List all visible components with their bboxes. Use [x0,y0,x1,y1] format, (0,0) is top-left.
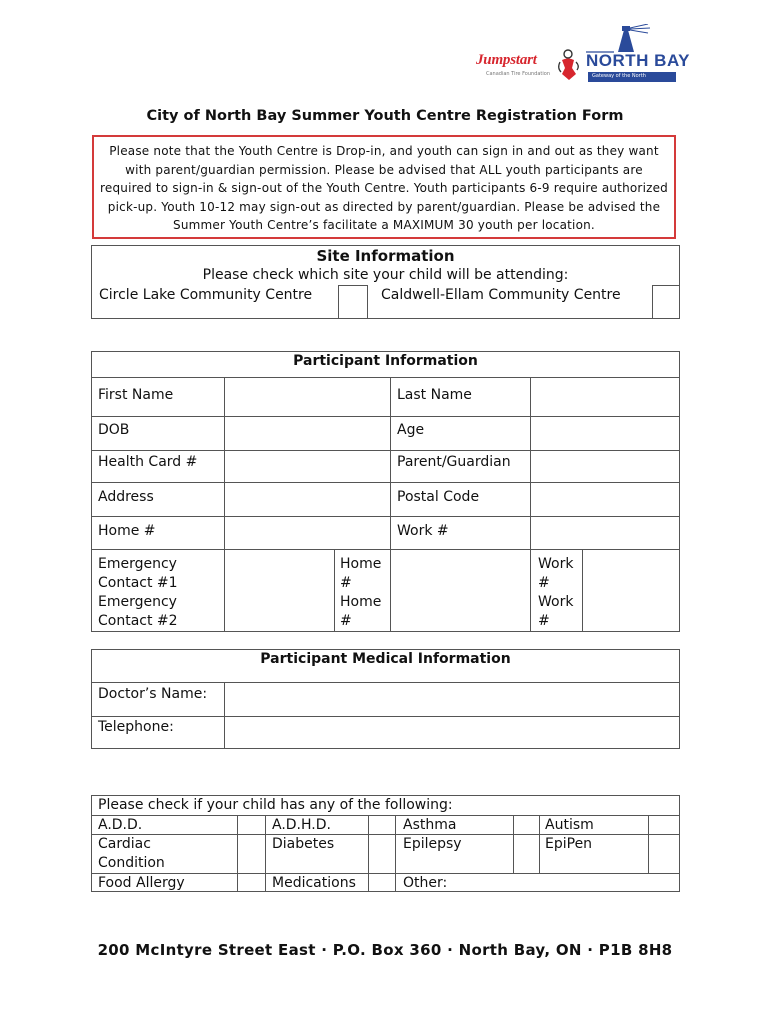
condition-food-allergy-label: Food Allergy [98,875,185,891]
condition-add-label: A.D.D. [98,817,143,833]
conditions-instruction: Please check if your child has any of the following: [98,797,453,813]
telephone-label: Telephone: [98,719,174,735]
telephone-field[interactable] [225,717,679,749]
doctor-name-label: Doctor’s Name: [98,686,208,702]
condition-diabetes-checkbox[interactable] [369,835,395,873]
parent-guardian-label: Parent/Guardian [397,454,511,470]
last-name-field[interactable] [531,378,679,416]
circle-lake-checkbox[interactable] [338,285,368,319]
age-field[interactable] [531,417,679,450]
condition-diabetes-label: Diabetes [272,836,335,852]
caldwell-ellam-checkbox[interactable] [652,285,680,319]
condition-cardiac-checkbox[interactable] [238,835,265,873]
dob-field[interactable] [225,417,390,450]
condition-epipen-label: EpiPen [545,836,593,852]
health-card-label: Health Card # [98,454,198,470]
parent-guardian-field[interactable] [531,451,679,482]
notice-box: Please note that the Youth Centre is Drop-in, and youth can sign in and out as they want with parent/guardian permission. Please be advised that ALL youth participants are required to sign-in & sign-out of the Youth Centre. Youth participants 6-9 require authorized pick-up. Youth 10-12 may sign-out as directed by parent/guardian. Please be advised the Summer Youth Centre’s facilitate a MAXIMUM 30 youth per location. [92,135,676,239]
site-instruction: Please check which site your child will be attending: [202,267,569,283]
emergency-work-phone-field[interactable] [583,550,679,632]
medical-information-heading: Participant Medical Information [260,651,511,667]
site-information-heading: Site Information [316,247,455,265]
condition-food-allergy-checkbox[interactable] [238,874,265,892]
emergency-1-work-label: Work # [538,556,574,591]
lighthouse-icon [584,24,680,54]
emergency-1-home-label: Home # [340,556,382,591]
condition-asthma-checkbox[interactable] [514,816,539,834]
work-phone-field[interactable] [531,517,679,549]
postal-code-field[interactable] [531,483,679,516]
jumpstart-wordmark: Jumpstart [476,52,537,68]
address-label: Address [98,489,154,505]
condition-adhd-label: A.D.H.D. [272,817,331,833]
condition-autism-checkbox[interactable] [649,816,679,834]
emergency-2-home-label: Home # [340,594,382,629]
site-option-circle-lake: Circle Lake Community Centre [99,287,313,303]
dob-label: DOB [98,422,130,438]
emergency-contact-name-field[interactable] [225,550,334,632]
first-name-label: First Name [98,387,174,403]
participant-information-heading: Participant Information [293,353,478,369]
jumpstart-tagline: Canadian Tire Foundation [486,71,550,77]
north-bay-wordmark: NORTH BAY [586,51,690,70]
emergency-contact-2-label: Emergency Contact #2 [98,594,178,629]
first-name-field[interactable] [225,378,390,416]
condition-medications-label: Medications [272,875,356,891]
address-field[interactable] [225,483,390,516]
doctor-name-field[interactable] [225,683,679,716]
jumpstart-logo [476,52,556,82]
last-name-label: Last Name [397,387,472,403]
condition-other-label: Other: [403,875,448,891]
condition-epilepsy-checkbox[interactable] [514,835,539,873]
condition-cardiac-label: Cardiac Condition [98,836,165,871]
home-phone-label: Home # [98,523,156,539]
site-option-caldwell-ellam: Caldwell-Ellam Community Centre [381,287,621,303]
emergency-contact-1-label: Emergency Contact #1 [98,556,178,591]
condition-autism-label: Autism [545,817,594,833]
north-bay-tagline: Gateway of the North [592,73,646,79]
form-title: City of North Bay Summer Youth Centre Registration Form [146,108,624,124]
north-bay-logo [584,24,690,86]
home-phone-field[interactable] [225,517,390,549]
health-card-field[interactable] [225,451,390,482]
condition-asthma-label: Asthma [403,817,457,833]
condition-adhd-checkbox[interactable] [369,816,395,834]
age-label: Age [397,422,425,438]
emergency-home-phone-field[interactable] [391,550,530,632]
work-phone-label: Work # [397,523,449,539]
condition-medications-checkbox[interactable] [369,874,395,892]
condition-add-checkbox[interactable] [238,816,265,834]
condition-other-field[interactable] [460,874,679,892]
emergency-2-work-label: Work # [538,594,574,629]
footer-address: 200 McIntyre Street East · P.O. Box 360 · North Bay, ON · P1B 8H8 [97,941,673,959]
maple-leaf-figure-icon [556,48,582,84]
condition-epipen-checkbox[interactable] [649,835,679,873]
condition-epilepsy-label: Epilepsy [403,836,462,852]
postal-code-label: Postal Code [397,489,480,505]
